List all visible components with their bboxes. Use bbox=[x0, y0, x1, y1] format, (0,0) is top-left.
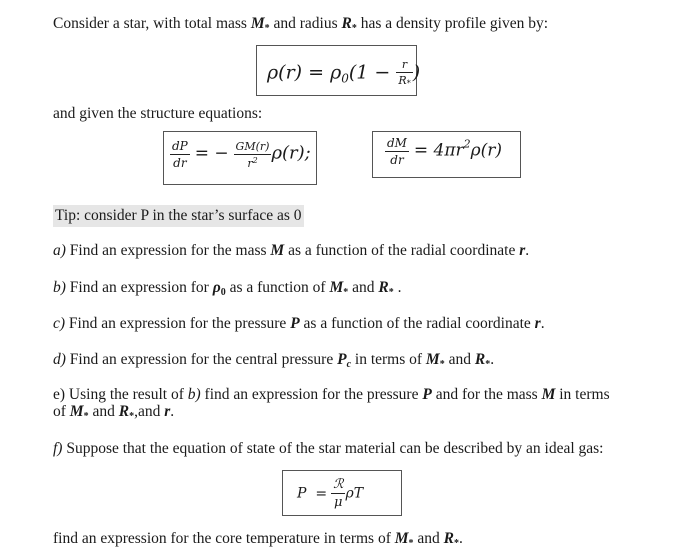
ideal-gas-equation-box bbox=[282, 470, 402, 516]
mass-equation bbox=[385, 137, 502, 166]
mass-symbol: M bbox=[329, 279, 344, 296]
star-subscript: * bbox=[264, 23, 270, 34]
star-subscript: * bbox=[343, 287, 349, 298]
question-f bbox=[53, 440, 604, 458]
question-c bbox=[53, 315, 545, 333]
radius-symbol: R bbox=[118, 403, 130, 420]
mass-symbol: M bbox=[270, 242, 285, 259]
final-text-2: and bbox=[413, 530, 444, 547]
hydrostatic-equation bbox=[170, 140, 311, 169]
mass-equation-box bbox=[372, 131, 521, 178]
mass-rhs: = 4πr bbox=[413, 140, 464, 161]
final-text-3: . bbox=[459, 530, 463, 547]
radial-symbol: r bbox=[164, 403, 171, 420]
intro-text-2: and radius bbox=[269, 15, 342, 32]
mass-tail: ρ(r) bbox=[470, 140, 503, 161]
question-c-text-3: . bbox=[540, 315, 545, 332]
gas-pressure: P bbox=[297, 485, 307, 502]
star-subscript: * bbox=[83, 411, 89, 422]
question-d-text-3: and bbox=[444, 351, 475, 368]
question-d-text-4: . bbox=[490, 351, 495, 368]
question-e-line2-text-2: and bbox=[88, 403, 119, 420]
question-f-text: Suppose that the equation of state of the star material can be described by an ideal gas: bbox=[66, 440, 604, 457]
hydrostatic-equation-box bbox=[163, 131, 317, 185]
pressure-symbol: P bbox=[290, 315, 300, 332]
star-subscript: * bbox=[388, 287, 394, 298]
mass-symbol: M bbox=[541, 386, 556, 403]
gas-constant-fraction bbox=[331, 478, 345, 509]
star-subscript: * bbox=[129, 411, 135, 422]
question-b-text-2: as a function of bbox=[225, 279, 330, 296]
dp-numerator: dP bbox=[172, 139, 188, 153]
tip-highlight: Tip: consider P in the star’s surface as 0 bbox=[53, 205, 304, 227]
central-subscript: c bbox=[346, 359, 352, 370]
question-e-text-1: Using the result of bbox=[68, 386, 188, 403]
density-equation-box bbox=[256, 45, 421, 96]
fraction-denominator-sub: * bbox=[406, 79, 411, 88]
question-e-text-4: in terms bbox=[555, 386, 610, 403]
radius-symbol: R bbox=[341, 15, 352, 32]
question-a-text-3: . bbox=[525, 242, 530, 259]
question-a bbox=[53, 242, 529, 260]
question-e-text-2: find an expression for the pressure bbox=[200, 386, 423, 403]
question-a-text-1: Find an expression for the mass bbox=[69, 242, 271, 259]
star-subscript: * bbox=[439, 359, 445, 370]
mass-symbol: M bbox=[425, 351, 440, 368]
r-squared-sup: 2 bbox=[252, 155, 258, 165]
question-e-line-2 bbox=[53, 403, 174, 426]
star-subscript: * bbox=[485, 359, 491, 370]
fraction-denominator: R bbox=[398, 74, 407, 87]
gm-numerator: GM(r) bbox=[235, 139, 270, 153]
question-b bbox=[53, 279, 401, 302]
mass-symbol: M bbox=[394, 530, 409, 547]
gm-r2-fraction bbox=[234, 141, 272, 169]
question-e-line2-text-3: ,and bbox=[134, 403, 165, 420]
question-d-text-2: in terms of bbox=[351, 351, 426, 368]
radius-symbol: R bbox=[378, 279, 389, 296]
r-denominator: r bbox=[247, 156, 253, 170]
question-d bbox=[53, 351, 494, 374]
question-e bbox=[53, 386, 610, 404]
intro-line bbox=[53, 15, 548, 38]
density-close: ) bbox=[412, 61, 421, 84]
density-equation bbox=[267, 59, 420, 88]
dr-denominator: dr bbox=[173, 156, 187, 170]
final-text-1: find an expression for the core temperature in terms of bbox=[53, 530, 395, 547]
density-lhs: ρ(r) = ρ bbox=[267, 61, 342, 84]
question-e-text-3: and for the mass bbox=[431, 386, 542, 403]
radius-symbol: R bbox=[474, 351, 486, 368]
question-d-label: d) bbox=[53, 351, 70, 368]
fraction-numerator: r bbox=[396, 59, 412, 73]
final-question bbox=[53, 530, 463, 553]
question-e-ref: b) bbox=[187, 386, 201, 403]
mean-molecular-weight: μ bbox=[334, 495, 343, 510]
hydrostatic-equals: = − bbox=[194, 143, 229, 164]
ideal-gas-equation bbox=[297, 478, 363, 509]
density-mid: (1 − bbox=[348, 61, 397, 84]
pressure-symbol: P bbox=[337, 351, 347, 368]
radial-symbol: r bbox=[534, 315, 541, 332]
gas-tail: ρT bbox=[345, 485, 364, 502]
gas-equals: = bbox=[315, 485, 328, 502]
hydrostatic-tail: ρ(r); bbox=[271, 142, 311, 164]
rho-symbol: ρ bbox=[212, 279, 221, 296]
dm-numerator: dM bbox=[387, 136, 407, 150]
question-c-text-1: Find an expression for the pressure bbox=[68, 315, 291, 332]
structure-intro: and given the structure equations: bbox=[53, 105, 263, 122]
question-f-label: f) bbox=[53, 440, 67, 457]
rho-subscript: 0 bbox=[220, 287, 226, 298]
question-d-text-1: Find an expression for the central pressure bbox=[69, 351, 338, 368]
question-a-label: a) bbox=[53, 242, 70, 259]
question-e-line2-text-4: . bbox=[170, 403, 175, 420]
question-b-text-1: Find an expression for bbox=[69, 279, 213, 296]
dr-denominator: dr bbox=[390, 153, 404, 167]
density-fraction bbox=[396, 59, 412, 88]
mass-symbol: M bbox=[250, 15, 265, 32]
question-b-text-4: . bbox=[393, 279, 402, 296]
question-b-label: b) bbox=[53, 279, 70, 296]
question-c-label: c) bbox=[53, 315, 69, 332]
intro-text-3: has a density profile given by: bbox=[356, 15, 548, 32]
question-b-text-3: and bbox=[348, 279, 379, 296]
dp-dr-fraction bbox=[170, 140, 190, 169]
pressure-symbol: P bbox=[422, 386, 432, 403]
intro-text-1: Consider a star, with total mass bbox=[53, 15, 251, 32]
rho-subscript: 0 bbox=[341, 71, 349, 86]
question-a-text-2: as a function of the radial coordinate bbox=[284, 242, 520, 259]
question-e-label: e) bbox=[53, 386, 69, 403]
radius-symbol: R bbox=[443, 530, 455, 547]
question-e-line2-text-1: of bbox=[53, 403, 70, 420]
star-subscript: * bbox=[454, 538, 460, 549]
mass-symbol: M bbox=[69, 403, 84, 420]
dm-dr-fraction bbox=[385, 137, 409, 166]
radial-symbol: r bbox=[519, 242, 526, 259]
star-subscript: * bbox=[408, 538, 414, 549]
question-c-text-2: as a function of the radial coordinate bbox=[299, 315, 535, 332]
mass-rhs-sup: 2 bbox=[463, 137, 471, 151]
star-subscript: * bbox=[351, 23, 357, 34]
gas-constant: ℛ bbox=[333, 477, 344, 492]
